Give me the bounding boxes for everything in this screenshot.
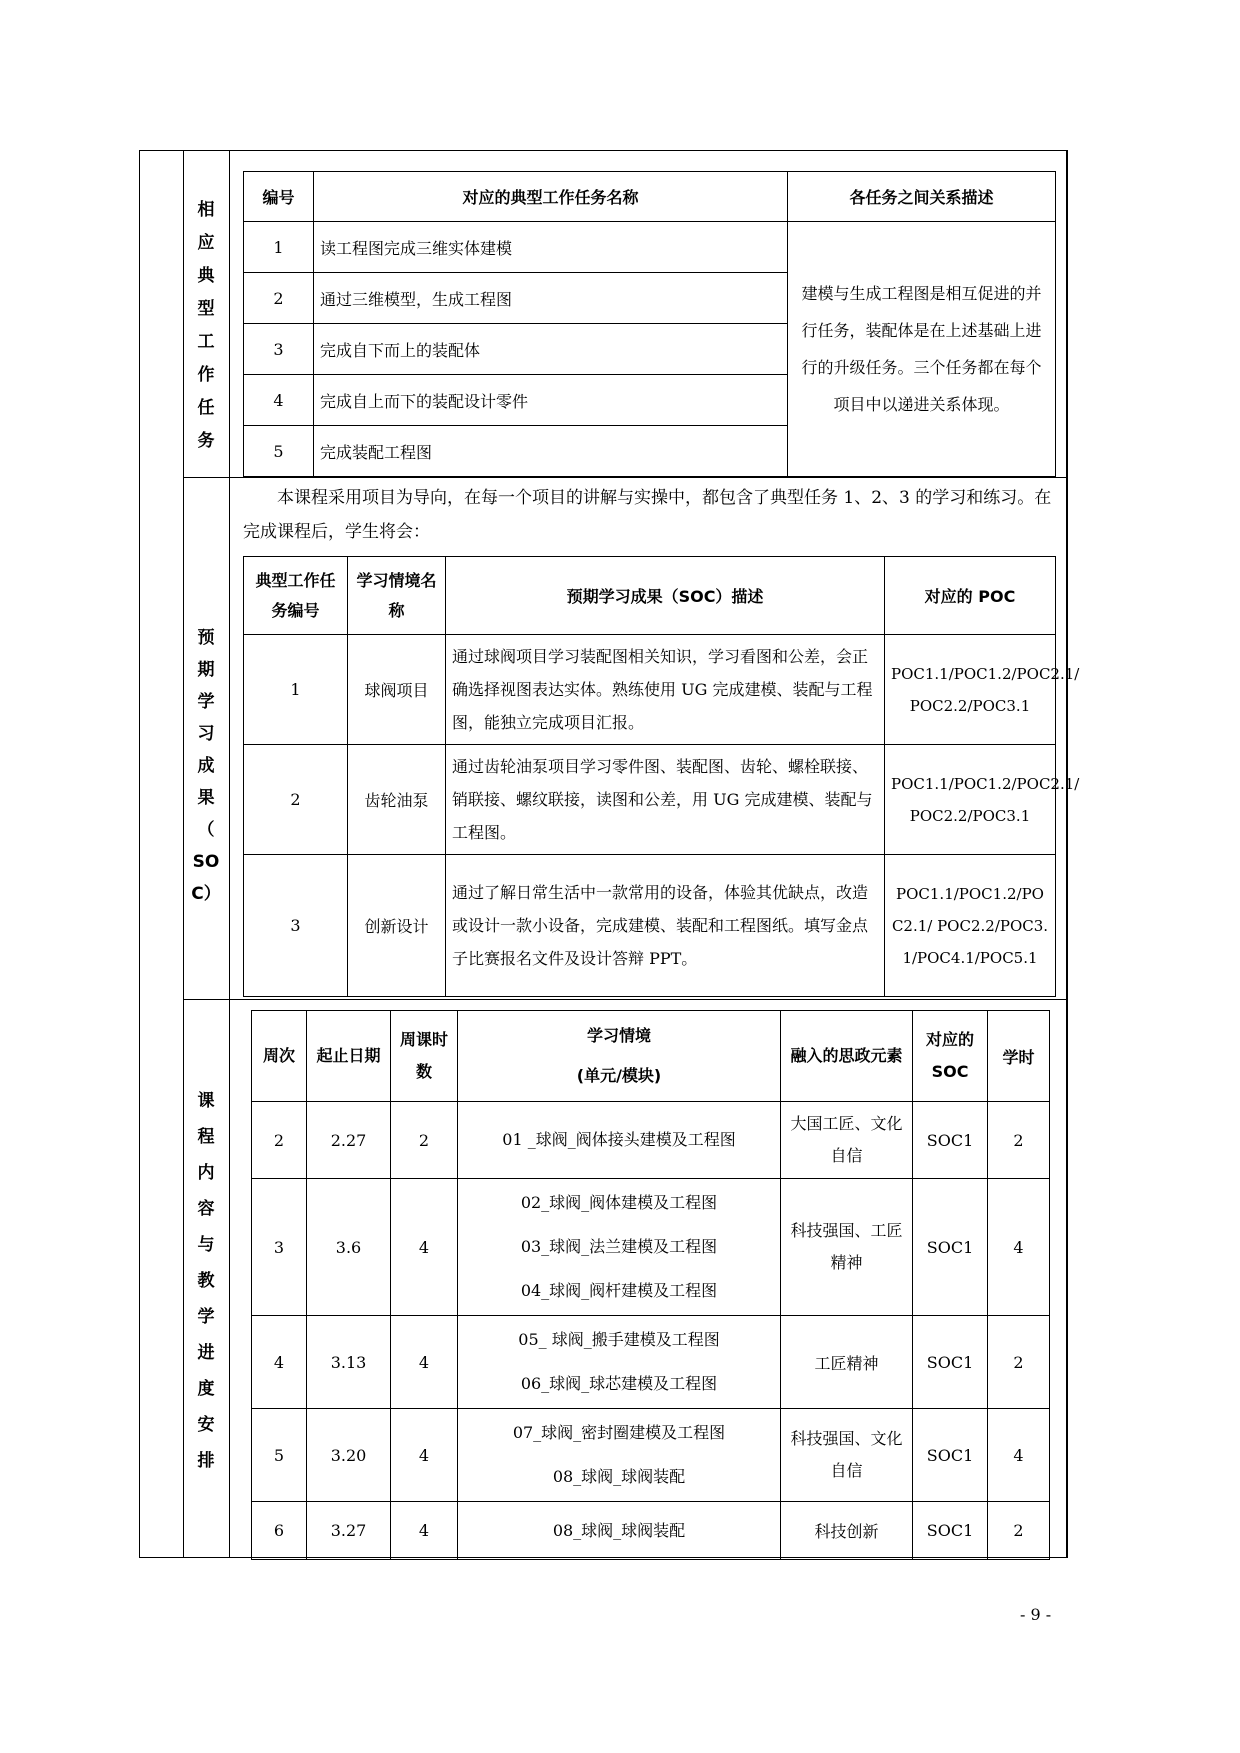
- outcomes-header-poc: 对应的 POC: [885, 557, 1056, 635]
- schedule-units: [458, 1502, 781, 1560]
- schedule-date: 3.6: [307, 1179, 391, 1316]
- task-no: 4: [244, 375, 314, 426]
- schedule-header-scenario-title: 学习情境: [586, 1026, 651, 1045]
- schedule-header-soc: 对应的 SOC: [913, 1011, 988, 1102]
- schedule-unit: 05_ 球阀_搬手建模及工程图: [518, 1330, 720, 1349]
- task-no: 2: [244, 273, 314, 324]
- section-label-char: 教: [197, 1271, 215, 1291]
- schedule-ideology: 工匠精神: [781, 1316, 913, 1409]
- schedule-header-ideology: 融入的思政元素: [781, 1011, 913, 1102]
- schedule-hours: 2: [988, 1502, 1050, 1560]
- outcome-scenario: 创新设计: [348, 855, 446, 997]
- schedule-hours: 2: [988, 1102, 1050, 1179]
- schedule-hpw: 4: [391, 1316, 458, 1409]
- task-name: 完成自上而下的装配设计零件: [314, 375, 788, 426]
- schedule-ideology: 大国工匠、文化自信: [781, 1102, 913, 1179]
- section-label-char: 内: [197, 1163, 215, 1183]
- schedule-unit: 04_球阀_阀杆建模及工程图: [520, 1281, 718, 1300]
- schedule-soc: SOC1: [913, 1316, 988, 1409]
- task-name: 通过三维模型，生成工程图: [314, 273, 788, 324]
- schedule-ideology: 科技创新: [781, 1502, 913, 1560]
- section-label-outcomes: [184, 591, 228, 941]
- schedule-header-week: 周次: [252, 1011, 307, 1102]
- schedule-unit: 01 _球阀_阀体接头建模及工程图: [502, 1130, 736, 1149]
- section-label-tasks: [184, 181, 228, 471]
- task-name: 完成装配工程图: [314, 426, 788, 477]
- outcome-desc: 通过球阀项目学习装配图相关知识，学习看图和公差，会正确选择视图表达实体。熟练使用 UG 完成建模、装配与工程图，能独立完成项目汇报。: [446, 635, 885, 745]
- schedule-unit: 03_球阀_法兰建模及工程图: [520, 1237, 718, 1256]
- task-no: 3: [244, 324, 314, 375]
- schedule-units: [458, 1179, 781, 1316]
- outcomes-header-desc: 预期学习成果（SOC）描述: [446, 557, 885, 635]
- section-label-char: 作: [197, 365, 215, 385]
- section-label-char: 安: [197, 1415, 215, 1435]
- outcome-no: 3: [244, 855, 348, 997]
- outcome-desc: 通过了解日常生活中一款常用的设备，体验其优缺点，改造或设计一款小设备，完成建模、装配和工程图纸。填写金点子比赛报名文件及设计答辩 PPT。: [446, 855, 885, 997]
- schedule-week: 3: [252, 1179, 307, 1316]
- tasks-table: [243, 171, 1056, 477]
- section-label-char: 学: [197, 1307, 215, 1327]
- tasks-header-relation: 各任务之间关系描述: [788, 172, 1056, 222]
- schedule-hours: 2: [988, 1316, 1050, 1409]
- schedule-soc: SOC1: [913, 1179, 988, 1316]
- section-label-char: 预: [197, 628, 215, 648]
- section-label-char: 课: [197, 1091, 215, 1111]
- section-label-char: SO: [192, 852, 220, 872]
- schedule-header-hours: 学时: [988, 1011, 1050, 1102]
- schedule-ideology: 科技强国、文化自信: [781, 1409, 913, 1502]
- schedule-date: 3.13: [307, 1316, 391, 1409]
- schedule-soc: SOC1: [913, 1102, 988, 1179]
- section-label-char: 期: [197, 660, 215, 680]
- schedule-units: [458, 1102, 781, 1179]
- outcome-desc: 通过齿轮油泵项目学习零件图、装配图、齿轮、螺栓联接、销联接、螺纹联接，读图和公差，用 UG 完成建模、装配与工程图。: [446, 745, 885, 855]
- schedule-units: [458, 1316, 781, 1409]
- task-no: 1: [244, 222, 314, 273]
- section-label-char: 型: [197, 299, 215, 319]
- section-label-char: （: [197, 820, 215, 840]
- outcome-no: 2: [244, 745, 348, 855]
- outcome-poc: POC1.1/POC1.2/POC2.1/ POC2.2/POC3.1: [885, 745, 1056, 855]
- task-name: 完成自下而上的装配体: [314, 324, 788, 375]
- frame-divider-3: [1066, 151, 1067, 1557]
- outcome-scenario: 齿轮油泵: [348, 745, 446, 855]
- schedule-ideology: 科技强国、工匠精神: [781, 1179, 913, 1316]
- section-label-char: 进: [197, 1343, 215, 1363]
- schedule-week: 6: [252, 1502, 307, 1560]
- outcomes-header-no: 典型工作任务编号: [244, 557, 348, 635]
- section-label-char: C）: [191, 884, 221, 904]
- schedule-hpw: 4: [391, 1409, 458, 1502]
- schedule-week: 2: [252, 1102, 307, 1179]
- section-label-char: 程: [197, 1127, 215, 1147]
- outcome-poc: POC1.1/POC1.2/POC2.1/ POC2.2/POC3.1/POC4.1/POC5.1: [885, 855, 1056, 997]
- task-name: 读工程图完成三维实体建模: [314, 222, 788, 273]
- section-label-char: 任: [197, 398, 215, 418]
- section-divider-2: [184, 999, 1067, 1000]
- schedule-soc: SOC1: [913, 1409, 988, 1502]
- section-label-char: 应: [197, 233, 215, 253]
- section-label-char: 果: [197, 788, 215, 808]
- schedule-hpw: 2: [391, 1102, 458, 1179]
- schedule-date: 2.27: [307, 1102, 391, 1179]
- schedule-header-scenario: [458, 1011, 781, 1102]
- schedule-week: 4: [252, 1316, 307, 1409]
- schedule-unit: 06_球阀_球芯建模及工程图: [520, 1374, 718, 1393]
- tasks-header-name: 对应的典型工作任务名称: [314, 172, 788, 222]
- outcomes-table: [243, 556, 1080, 997]
- section-label-char: 与: [197, 1235, 215, 1255]
- page-number: - 9 -: [1020, 1605, 1052, 1624]
- task-no: 5: [244, 426, 314, 477]
- outcome-scenario: 球阀项目: [348, 635, 446, 745]
- section-label-char: 习: [197, 724, 215, 744]
- schedule-unit: 07_球阀_密封圈建模及工程图: [512, 1423, 726, 1442]
- section-label-char: 学: [197, 692, 215, 712]
- schedule-date: 3.20: [307, 1409, 391, 1502]
- schedule-header-scenario-sub: (单元/模块): [576, 1066, 662, 1085]
- section-divider-1: [184, 477, 1067, 478]
- section-label-char: 排: [197, 1451, 215, 1471]
- section-label-char: 工: [197, 332, 215, 352]
- schedule-date: 3.27: [307, 1502, 391, 1560]
- section-label-schedule: [184, 1091, 228, 1471]
- schedule-table: [251, 1010, 1050, 1560]
- schedule-header-dates: 起止日期: [307, 1011, 391, 1102]
- section-label-char: 相: [197, 200, 215, 220]
- schedule-header-hpw: 周课时数: [391, 1011, 458, 1102]
- schedule-soc: SOC1: [913, 1502, 988, 1560]
- schedule-unit: 02_球阀_阀体建模及工程图: [520, 1193, 718, 1212]
- section-label-char: 度: [197, 1379, 215, 1399]
- schedule-hpw: 4: [391, 1179, 458, 1316]
- schedule-units: [458, 1409, 781, 1502]
- frame-divider-2: [229, 151, 230, 1557]
- outcomes-intro: 本课程采用项目为导向，在每一个项目的讲解与实操中，都包含了典型任务 1、2、3 的学习和练习。在完成课程后，学生将会：: [243, 488, 1052, 542]
- schedule-unit: 08_球阀_球阀装配: [552, 1520, 686, 1540]
- schedule-hpw: 4: [391, 1502, 458, 1560]
- outcomes-header-scenario: 学习情境名称: [348, 557, 446, 635]
- schedule-week: 5: [252, 1409, 307, 1502]
- section-label-char: 容: [197, 1199, 215, 1219]
- schedule-hours: 4: [988, 1409, 1050, 1502]
- task-relation: 建模与生成工程图是相互促进的并行任务，装配体是在上述基础上进行的升级任务。三个任务都在每个项目中以递进关系体现。: [788, 222, 1056, 477]
- section-label-char: 成: [197, 756, 215, 776]
- outcome-poc: POC1.1/POC1.2/POC2.1/ POC2.2/POC3.1: [885, 635, 1056, 745]
- schedule-unit: 08_球阀_球阀装配: [552, 1467, 686, 1486]
- tasks-header-no: 编号: [244, 172, 314, 222]
- schedule-hours: 4: [988, 1179, 1050, 1316]
- section-label-char: 务: [197, 431, 215, 451]
- section-label-char: 典: [197, 266, 215, 286]
- outcome-no: 1: [244, 635, 348, 745]
